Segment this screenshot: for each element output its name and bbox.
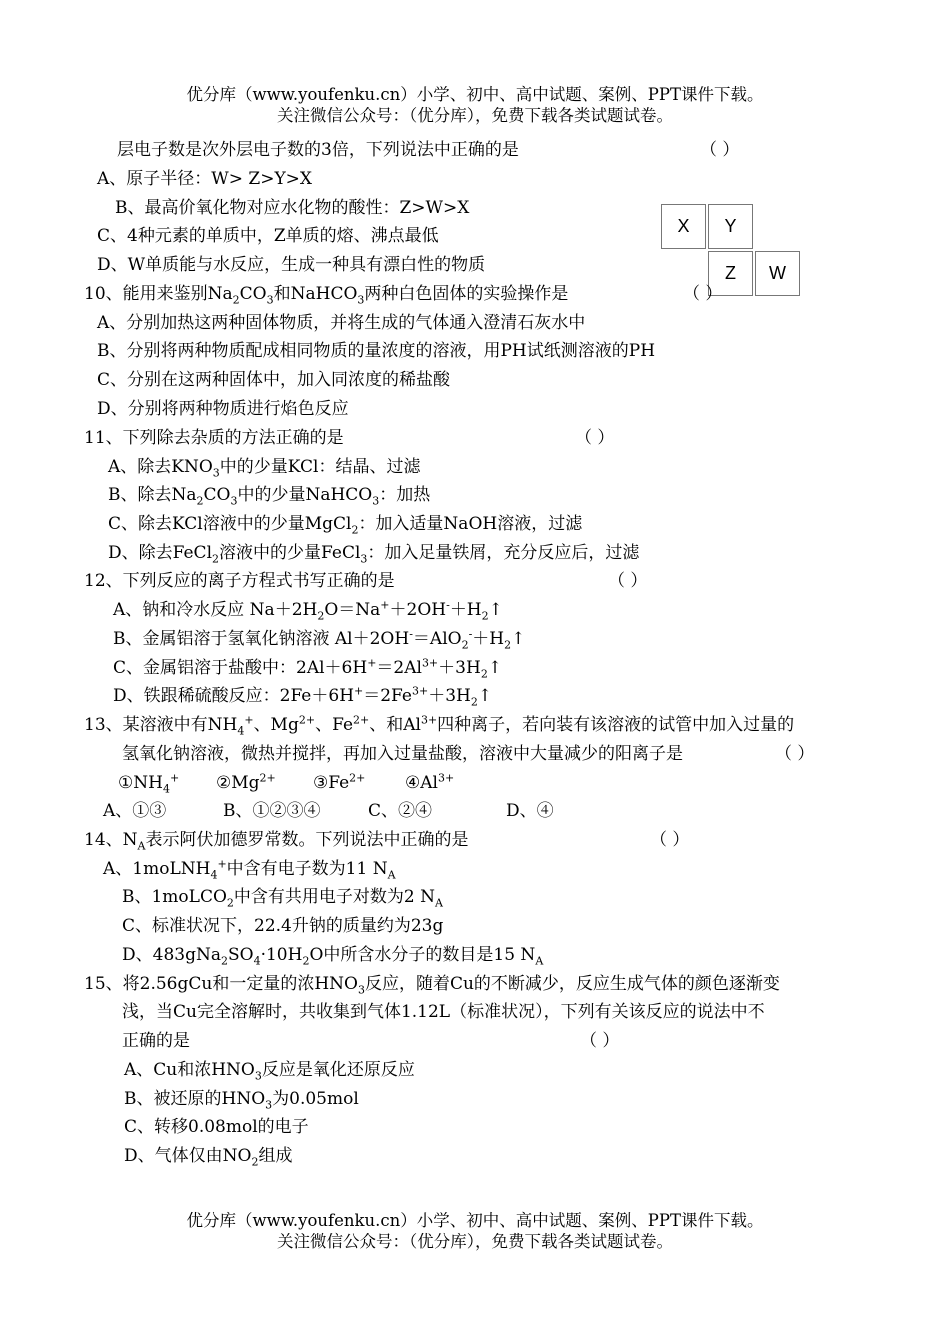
- q12-option-c: C、金属铝溶于盐酸中：$2Al+6H^+=2Al^{3+}+3H_2↑$: [113, 656, 503, 681]
- element-cell-x: X: [661, 204, 706, 249]
- q9-option-b: B、最高价氧化物对应水化物的酸性：Z>W>X: [115, 198, 470, 218]
- q10-stem: 10、能用来鉴别$Na_2CO_3$和NaHCO$_3$两种白色固体的实验操作是: [84, 284, 569, 307]
- q13-ion-3: $③Fe^{2+}$: [313, 771, 366, 793]
- q13-option-c: C、②④: [368, 801, 433, 821]
- q11-option-c: C、除去KCl溶液中的少量MgCl$_2$：加入适量NaOH溶液，过滤: [108, 514, 583, 537]
- q15-option-d: D、气体仅由$NO_2$组成: [124, 1146, 293, 1169]
- q15-stem-line1: 15、将2.56gCu和一定量的浓$HNO_3$反应，随着Cu的不断减少，反应生成气体的颜色逐渐变: [84, 974, 780, 997]
- q15-answer-paren: （ ）: [580, 1031, 620, 1051]
- q12-option-b: B、金属铝溶于氢氧化钠溶液 $Al+2OH^-=AlO_2^-+H_2↑$: [113, 627, 526, 652]
- q14-option-a: A、1moLNH$_4$+中含有电子数为11 $N_A$: [103, 857, 396, 882]
- page-header-line1: 优分库（www.youfenku.cn）小学、初中、高中试题、案例、PPT课件下载。: [186, 85, 764, 104]
- q13-answer-paren: （ ）: [775, 744, 815, 764]
- q14-option-c: C、标准状况下，22.4升钠的质量约为23g: [122, 916, 444, 936]
- q15-option-c: C、转移0.08mol的电子: [124, 1117, 309, 1137]
- q13-ion-1: $①NH_4^+$: [118, 771, 180, 796]
- q13-option-a: A、①③: [103, 801, 167, 821]
- q13-option-b: B、①②③④: [223, 801, 321, 821]
- q15-option-b: B、被还原的$HNO_3$为0.05mol: [124, 1089, 359, 1112]
- q9-stem: 层电子数是次外层电子数的3倍，下列说法中正确的是: [117, 140, 519, 160]
- page-header-line2: 关注微信公众号：（优分库），免费下载各类试题试卷。: [277, 106, 673, 125]
- q9-option-a: A、原子半径：W> Z>Y>X: [97, 169, 313, 189]
- q14-answer-paren: （ ）: [650, 830, 690, 850]
- q14-stem: 14、$N_A$表示阿伏加德罗常数。下列说法中正确的是: [84, 830, 469, 853]
- q11-stem: 11、下列除去杂质的方法正确的是: [84, 428, 344, 448]
- q13-option-d: D、④: [506, 801, 554, 821]
- q10-option-c: C、分别在这两种固体中，加入同浓度的稀盐酸: [97, 370, 451, 390]
- q9-answer-paren: （ ）: [700, 140, 740, 160]
- page-footer-line1: 优分库（www.youfenku.cn）小学、初中、高中试题、案例、PPT课件下载。: [186, 1211, 764, 1230]
- page-footer-line2: 关注微信公众号：（优分库），免费下载各类试题试卷。: [277, 1232, 673, 1251]
- q9-option-d: D、W单质能与水反应，生成一种具有漂白性的物质: [97, 255, 486, 275]
- q10-option-d: D、分别将两种物质进行焰色反应: [97, 399, 349, 419]
- q15-stem-line2: 浅，当Cu完全溶解时，共收集到气体1.12L（标准状况），下列有关该反应的说法中不: [122, 1002, 765, 1022]
- q12-option-a: A、钠和冷水反应 $Na+2H_2O=Na^++2OH^-+H_2↑$: [113, 598, 503, 623]
- q13-ion-2: $②Mg^{2+}$: [216, 771, 276, 793]
- q13-stem-line2: 氢氧化钠溶液，微热并搅拌，再加入过量盐酸，溶液中大量减少的阳离子是: [122, 744, 683, 764]
- q12-answer-paren: （ ）: [608, 571, 648, 591]
- q9-option-c: C、4种元素的单质中，Z单质的熔、沸点最低: [97, 226, 439, 246]
- q11-option-d: D、除去FeCl$_2$溶液中的少量FeCl$_3$：加入足量铁屑，充分反应后，过滤: [108, 543, 640, 566]
- q10-answer-paren: （ ）: [683, 284, 723, 304]
- q14-option-d: D、$483gNa_2SO_4\cdot 10H_2O$中所含水分子的数目是15 $N_A$: [122, 945, 544, 968]
- q12-option-d: D、铁跟稀硫酸反应：$2Fe+6H^+=2Fe^{3+}+3H_2↑$: [113, 684, 493, 709]
- q14-option-b: B、1moLCO$_2$中含有共用电子对数为2 $N_A$: [122, 887, 443, 910]
- q13-stem-line1: 13、某溶液中有$NH_4^+$、$Mg^{2+}$、$Fe^{2+}$、和$Al^{3+}$四种离子，若向装有该溶液的试管中加入过量的: [84, 713, 795, 738]
- q15-option-a: A、Cu和浓$HNO_3$反应是氧化还原反应: [124, 1060, 415, 1083]
- q10-option-b: B、分别将两种物质配成相同物质的量浓度的溶液，用PH试纸测溶液的PH: [97, 341, 656, 361]
- element-cell-z: Z: [708, 251, 753, 296]
- q11-option-b: B、除去$Na_2CO_3$中的少量NaHCO$_3$：加热: [108, 485, 431, 508]
- q15-stem-line3: 正确的是: [122, 1031, 190, 1051]
- q12-stem: 12、下列反应的离子方程式书写正确的是: [84, 571, 395, 591]
- q10-option-a: A、分别加热这两种固体物质，并将生成的气体通入澄清石灰水中: [97, 313, 586, 333]
- q11-option-a: A、除去$KNO_3$中的少量KCl：结晶、过滤: [108, 457, 421, 480]
- element-cell-y: Y: [708, 204, 753, 249]
- q13-ion-4: $④Al^{3+}$: [405, 771, 455, 793]
- q11-answer-paren: （ ）: [575, 428, 615, 448]
- element-cell-w: W: [755, 251, 800, 296]
